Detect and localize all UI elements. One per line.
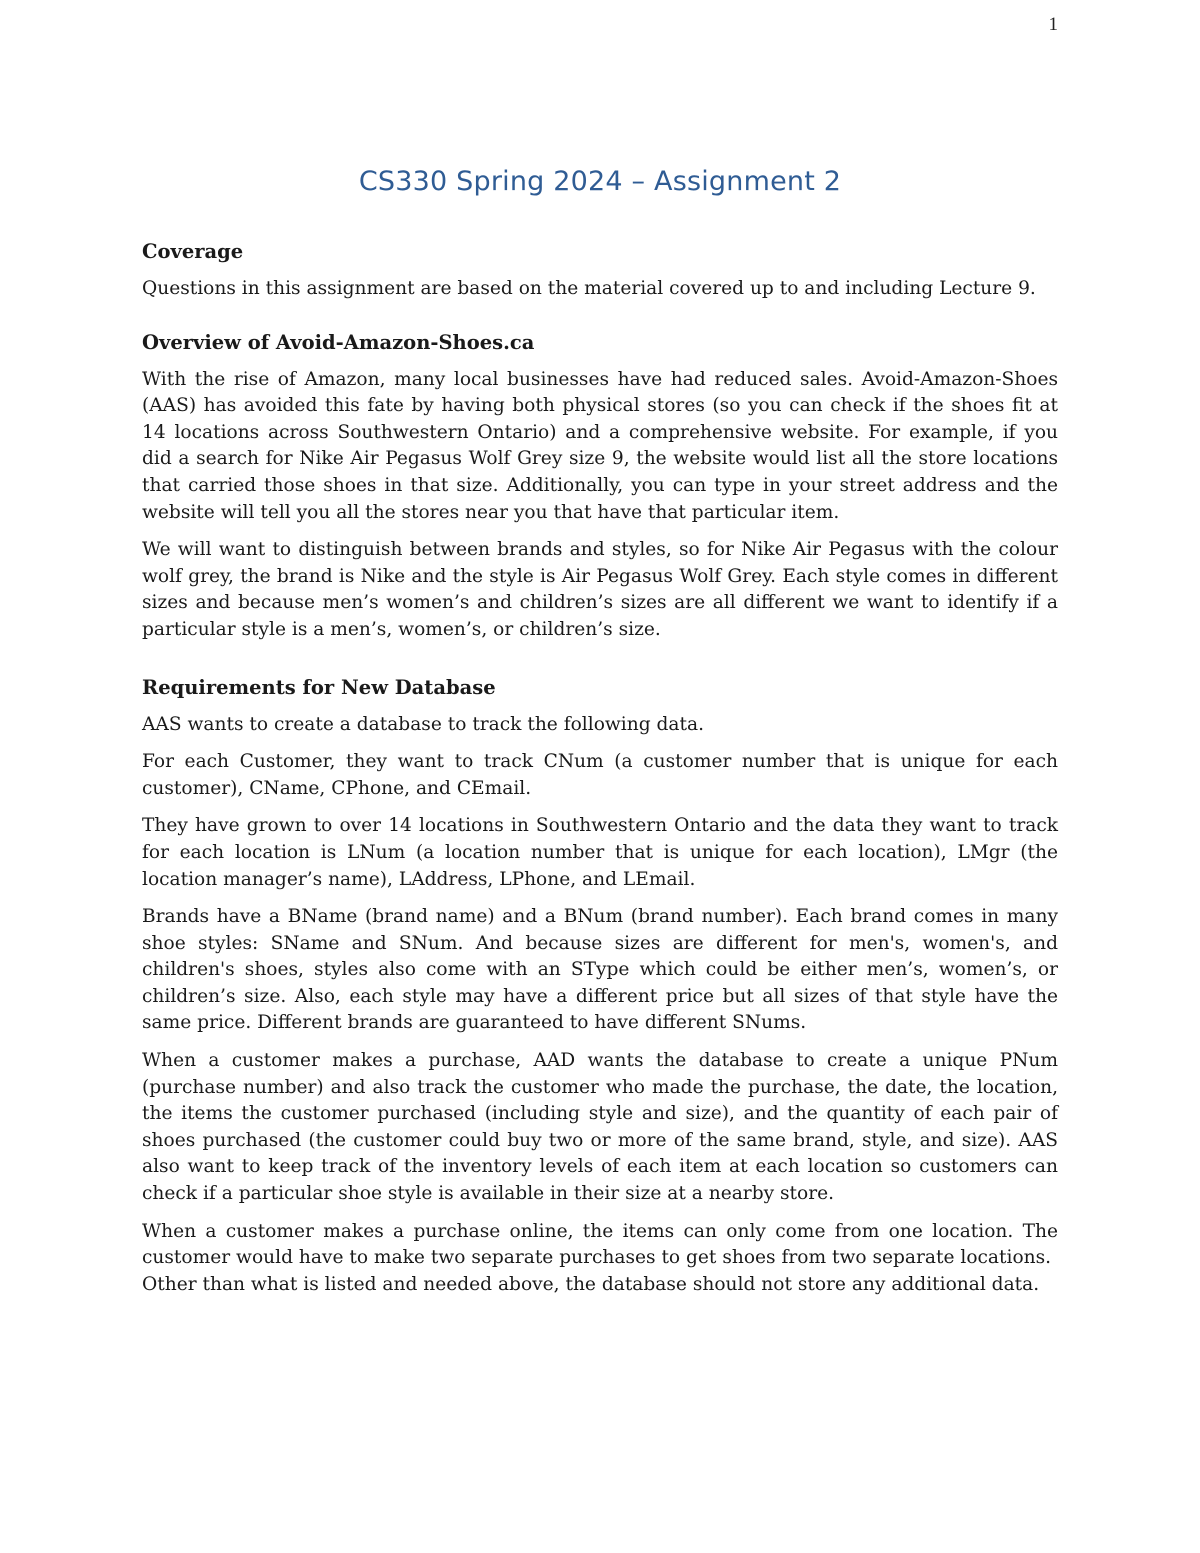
page-number: 1 <box>1048 14 1058 35</box>
requirements-paragraph: Other than what is listed and needed above, the database should not store any additional data. <box>142 1273 1040 1295</box>
requirements-paragraph: Brands have a BName (brand name) and a BNum (brand number). Each brand comes in many shoe styles: SName and SNum. And because sizes are different for men's, women's, and children's shoes, styles also come with an SType which could be either men’s, women’s, or children’s size. Also, each style may have a different price but all sizes of that style have the same price. Different brands are guaranteed to have different SNums. <box>142 906 1058 1034</box>
coverage-section <box>142 238 1058 303</box>
overview-paragraph: We will want to distinguish between brands and styles, so for Nike Air Pegasus with the colour wolf grey, the brand is Nike and the style is Air Pegasus Wolf Grey. Each style comes in different sizes and because men’s women’s and children’s sizes are all different we want to identify if a particular style is a men’s, women’s, or children’s size. <box>142 539 1058 640</box>
overview-section <box>142 329 1058 644</box>
document-body <box>142 238 1058 1309</box>
coverage-heading: Coverage <box>142 240 244 263</box>
coverage-paragraph: Questions in this assignment are based on the material covered up to and including Lecture 9. <box>142 278 1036 299</box>
requirements-paragraph: AAS wants to create a database to track the following data. <box>142 713 704 735</box>
requirements-paragraph: They have grown to over 14 locations in Southwestern Ontario and the data they want to track for each location is LNum (a location number that is unique for each location), LMgr (the location manager’s name), LAddress, LPhone, and LEmail. <box>142 815 1058 890</box>
document-title: CS330 Spring 2024 – Assignment 2 <box>358 166 842 197</box>
requirements-section <box>142 674 1058 1299</box>
overview-heading: Overview of Avoid-Amazon-Shoes.ca <box>142 330 535 354</box>
overview-paragraph: With the rise of Amazon, many local businesses have had reduced sales. Avoid-Amazon-Shoes (AAS) has avoided this fate by having both physical stores (so you can check if the shoes fit at 14 locations across Southwestern Ontario) and a comprehensive website. For example, if you did a search for Nike Air Pegasus Wolf Grey size 9, the website would list all the store locations that carried those shoes in that size. Additionally, you can type in your street address and the website will tell you all the stores near you that have that particular item. <box>142 368 1058 523</box>
requirements-heading: Requirements for New Database <box>142 675 496 699</box>
requirements-paragraph: For each Customer, they want to track CNum (a customer number that is unique for each customer), CName, CPhone, and CEmail. <box>142 751 1058 799</box>
requirements-paragraph: When a customer makes a purchase online, the items can only come from one location. The customer would have to make two separate purchases to get shoes from two separate locations. <box>142 1220 1058 1269</box>
requirements-paragraph: When a customer makes a purchase, AAD wants the database to create a unique PNum (purchase number) and also track the customer who made the purchase, the date, the location, the items the customer purchased (including style and size), and the quantity of each pair of shoes purchased (the customer could buy two or more of the same brand, style, and size). AAS also want to keep track of the inventory levels of each item at each location so customers can check if a particular shoe style is available in their size at a nearby store. <box>142 1050 1058 1205</box>
